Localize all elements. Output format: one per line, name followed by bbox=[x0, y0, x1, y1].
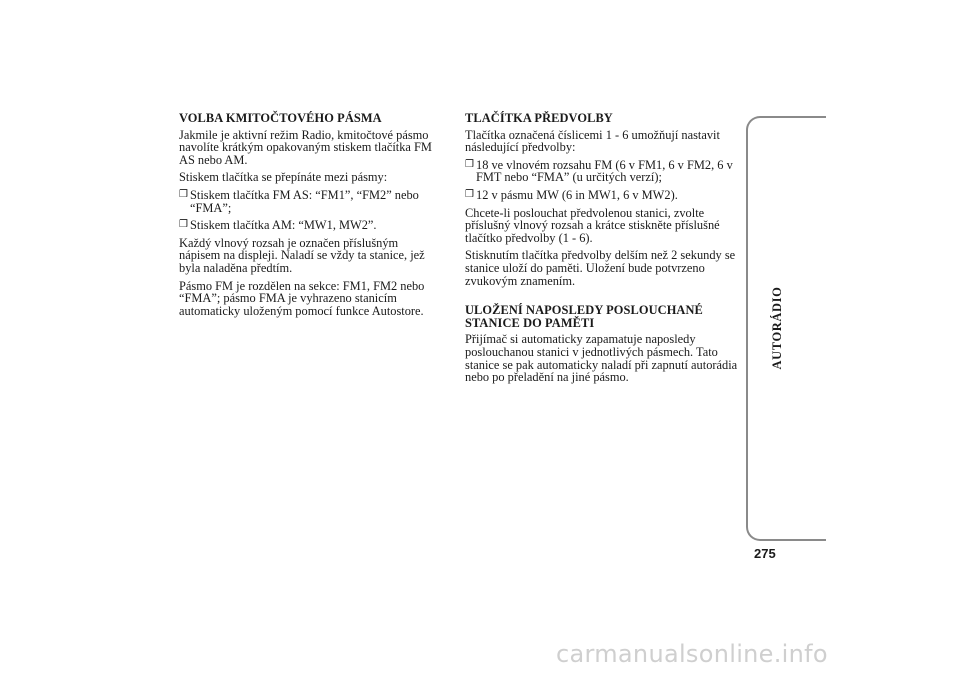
section-heading-band-selection: VOLBA KMITOČTOVÉHO PÁSMA bbox=[179, 111, 382, 125]
paragraph: Stiskem tlačítka se přepínáte mezi pásmy: bbox=[179, 170, 388, 185]
page-number: 275 bbox=[754, 546, 776, 561]
section-heading-preset-buttons: TLAČÍTKA PŘEDVOLBY bbox=[465, 111, 613, 125]
list-item-text: Stiskem tlačítka FM AS: “FM1”, “FM2” nebo “FMA”; bbox=[190, 187, 419, 215]
section-heading-last-station-memory: ULOŽENÍ NAPOSLEDY POSLOUCHANÉ STANICE DO PAMĚTI bbox=[465, 303, 703, 330]
paragraph: Pásmo FM je rozdělen na sekce: FM1, FM2 nebo “FMA”; pásmo FMA je vyhrazeno stanicím automaticky uloženým pomocí funkce Autostore. bbox=[179, 278, 425, 318]
chapter-label: AUTORÁDIO bbox=[770, 286, 784, 370]
paragraph: Stisknutím tlačítka předvolby delším než 2 sekundy se stanice uloží do paměti. Uložení bude potvrzeno zvukovým znamením. bbox=[465, 248, 736, 288]
checkbox-bullet-icon: ❒ bbox=[465, 188, 474, 200]
list-item bbox=[179, 219, 441, 232]
list-item bbox=[465, 159, 741, 184]
list-item-text: 12 v pásmu MW (6 in MW1, 6 v MW2). bbox=[476, 187, 678, 202]
list-item-text: 18 ve vlnovém rozsahu FM (6 v FM1, 6 v FM2, 6 v FMT nebo “FMA” (u určitých verzí); bbox=[476, 157, 733, 185]
watermark: carmanualsonline.info bbox=[556, 640, 828, 668]
paragraph: Každý vlnový rozsah je označen příslušným nápisem na displeji. Naladí se vždy ta stanice, jež byla naladěna předtím. bbox=[179, 235, 425, 275]
left-column bbox=[179, 112, 441, 322]
checkbox-bullet-icon: ❒ bbox=[179, 219, 188, 231]
paragraph: Tlačítka označená číslicemi 1 - 6 umožňují nastavit následující předvolby: bbox=[465, 127, 720, 155]
paragraph: Jakmile je aktivní režim Radio, kmitočtové pásmo navolíte krátkým opakovaným stiskem tlačítka FM AS nebo AM. bbox=[179, 127, 432, 167]
list-item bbox=[179, 189, 441, 214]
checkbox-bullet-icon: ❒ bbox=[179, 188, 188, 200]
checkbox-bullet-icon: ❒ bbox=[465, 158, 474, 170]
paragraph: Chcete-li poslouchat předvolenou stanici, zvolte příslušný vlnový rozsah a krátce stiskněte příslušné tlačítko předvolby (1 - 6). bbox=[465, 205, 720, 245]
list-item bbox=[465, 189, 741, 202]
list-item-text: Stiskem tlačítka AM: “MW1, MW2”. bbox=[190, 218, 377, 233]
right-column bbox=[465, 112, 741, 389]
paragraph: Přijímač si automaticky zapamatuje naposledy poslouchanou stanici v jednotlivých pásmech. Tato stanice se pak automaticky naladí při zapnutí autorádia nebo po přeladění na jiné pásmo. bbox=[465, 332, 738, 385]
